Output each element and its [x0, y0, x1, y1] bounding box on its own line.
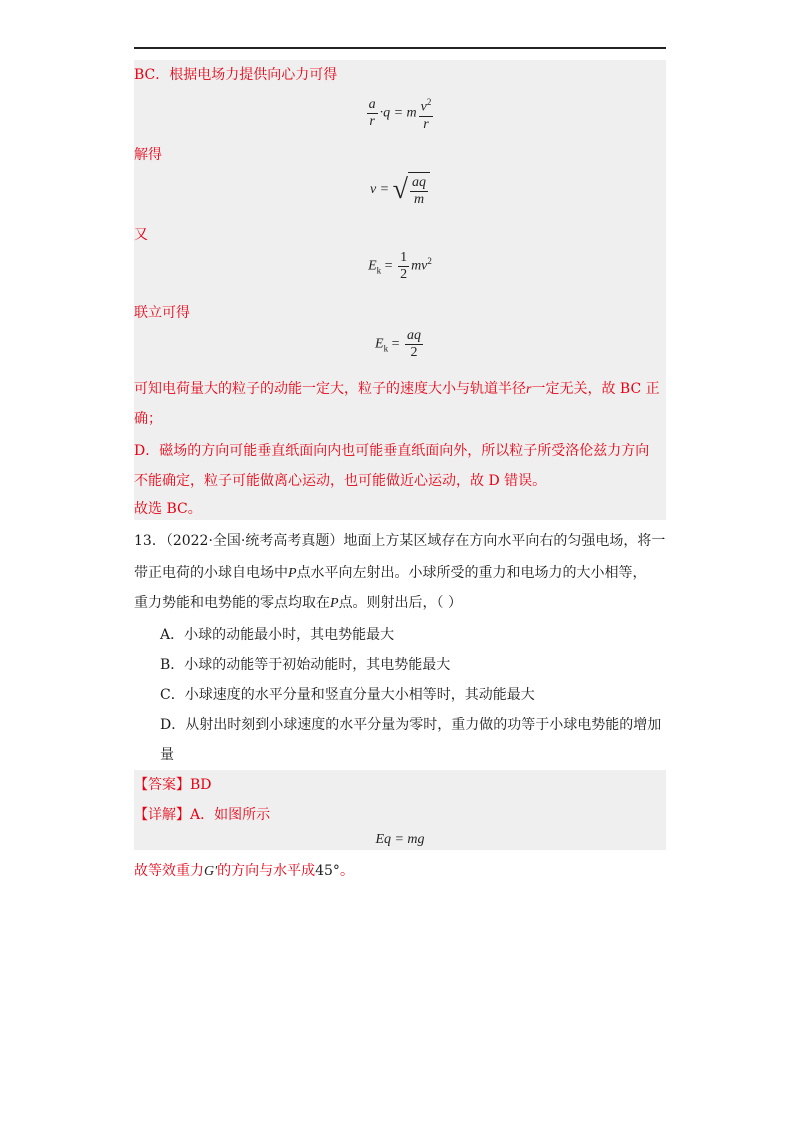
question-line: 带正电荷的小球自电场中P点水平向左射出。小球所受的重力和电场力的大小相等，: [134, 565, 647, 581]
formula-centripetal: $\frac{a}{r}$ ·q = m $\frac{v^2}{r}$: [134, 94, 666, 133]
text-line: 解得: [134, 147, 162, 163]
text-line: 确；: [134, 411, 162, 427]
formula-kinetic: $E_k$ = $\frac{1}{2}$ $mv^2$: [368, 250, 432, 282]
option-d: D．从射出时刻到小球速度的水平分量为零时，重力做的功等于小球电势能的增加: [160, 717, 662, 733]
formula-result: $E_k$ = $\frac{aq}{2}$: [375, 328, 421, 360]
detail-line: 【详解】A．如图所示: [134, 807, 271, 823]
answer-line: 【答案】BD: [134, 777, 212, 793]
question-line: 重力势能和电势能的零点均取在P点。则射出后，（ ）: [134, 595, 463, 611]
option-b: B．小球的动能等于初始动能时，其电势能最大: [160, 657, 451, 673]
text-line: D．磁场的方向可能垂直纸面向内也可能垂直纸面向外，所以粒子所受洛伦兹力方向: [134, 443, 650, 459]
option-c: C．小球速度的水平分量和竖直分量大小相等时，其动能最大: [160, 687, 535, 703]
option-a: A．小球的动能最小时，其电势能最大: [160, 627, 395, 643]
header-rule: [134, 47, 666, 49]
formula-velocity: v = √ $\frac{aq}{m}$: [134, 172, 666, 208]
question-line: 13．（2022·全国·统考高考真题）地面上方某区域存在方向水平向右的匀强电场，将一: [134, 533, 666, 549]
text-line: 又: [134, 227, 148, 243]
text-line: 可知电荷量大的粒子的动能一定大，粒子的速度大小与轨道半径r一定无关，故 BC 正: [134, 381, 660, 397]
text-line: BC．根据电场力提供向心力可得: [134, 67, 338, 83]
text-line: 联立可得: [134, 305, 190, 321]
text-line: 不能确定，粒子可能做离心运动，也可能做近心运动，故 D 错误。: [134, 473, 547, 489]
formula-eq-mg: Eq = mg: [375, 832, 425, 847]
option-d-cont: 量: [160, 747, 174, 763]
text-line: 故选 BC。: [134, 501, 202, 517]
text-line: 故等效重力G'的方向与水平成45°。: [134, 863, 354, 879]
